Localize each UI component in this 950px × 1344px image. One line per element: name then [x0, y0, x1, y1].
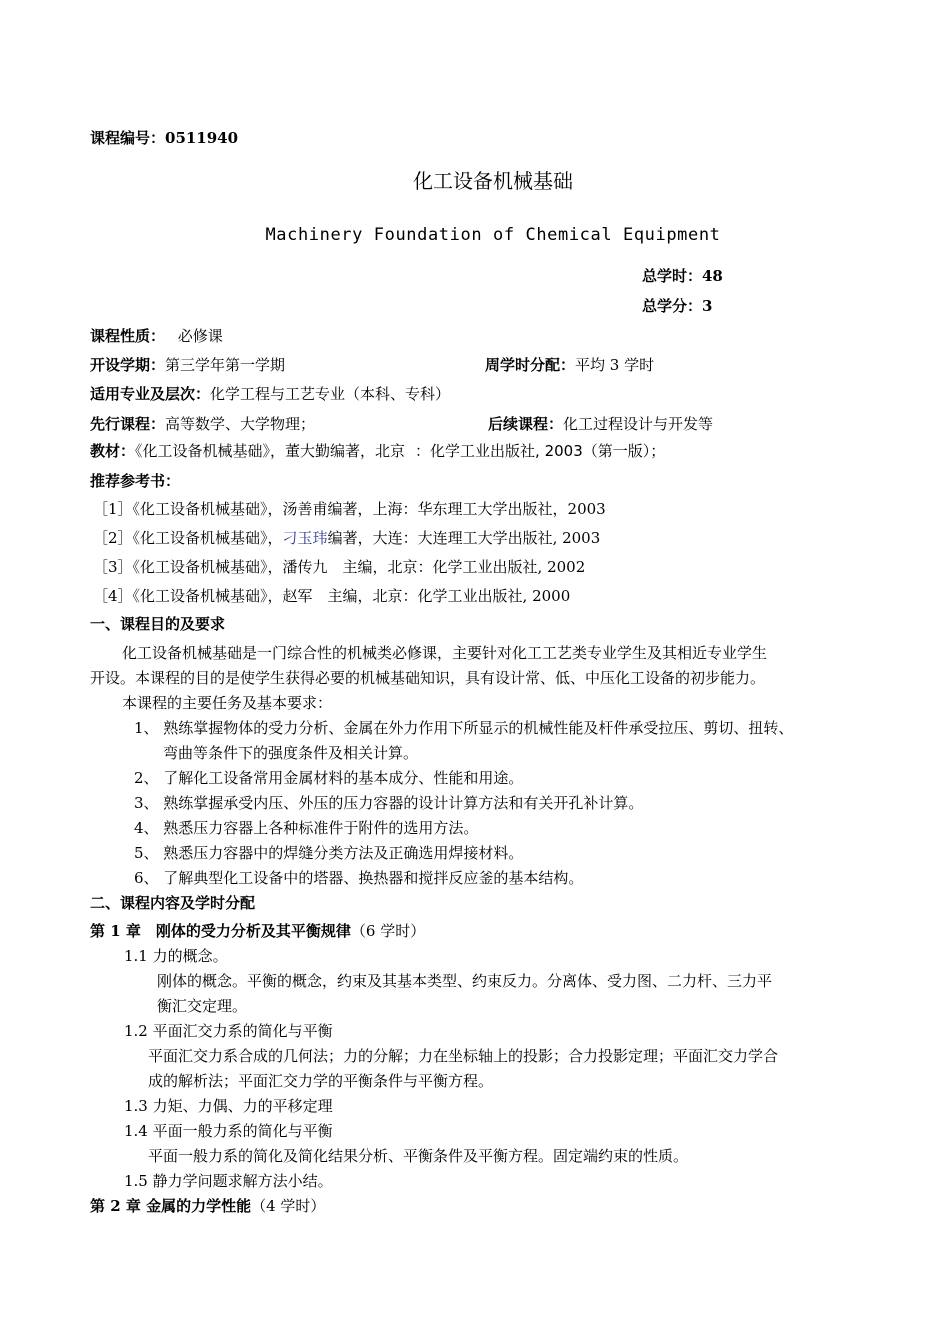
section-1-3-title: 1.3 力矩、力偶、力的平移定理 — [124, 1097, 333, 1115]
ref-item — [93, 586, 570, 606]
section2-heading: 二、课程内容及学时分配 — [90, 894, 256, 912]
chapter-hours: （4 学时） — [251, 1197, 326, 1215]
ref-item — [93, 528, 600, 548]
section1-para1-line1: 化工设备机械基础是一门综合性的机械类必修课，主要针对化工工艺类专业学生及其相近专业学生 — [122, 644, 768, 662]
section1-para1-line2: 开设。本课程的目的是使学生获得必要的机械基础知识，具有设计常、低、中压化工设备的初步能力。 — [90, 669, 766, 687]
chapter-hours: （6 学时） — [350, 922, 426, 940]
ref-text: ［4］《化工设备机械基础》，赵军 主编，北京：化学工业出版社, 2000 — [93, 587, 571, 605]
refs-label: 推荐参考书： — [90, 472, 181, 490]
section-1-1-title: 1.1 力的概念。 — [124, 947, 228, 965]
section-1-4-body: 平面一般力系的简化及简化结果分析、平衡条件及平衡方程。固定端约束的性质。 — [148, 1147, 689, 1165]
chapter-title: 第 2 章 金属的力学性能 — [90, 1197, 252, 1215]
chapter-1 — [90, 921, 425, 941]
ref-text: ［2］《化工设备机械基础》， — [93, 529, 283, 547]
task-item: 6、 了解典型化工设备中的塔器、换热器和搅拌反应釜的基本结构。 — [134, 869, 584, 887]
weekly-row — [485, 355, 654, 375]
chapter-title: 第 1 章 刚体的受力分析及其平衡规律 — [90, 922, 351, 940]
section-1-4-title: 1.4 平面一般力系的简化与平衡 — [124, 1122, 333, 1140]
chapter-2 — [90, 1196, 325, 1216]
section-1-5-title: 1.5 静力学问题求解方法小结。 — [124, 1172, 333, 1190]
total-credits: 总学分：3 — [642, 297, 713, 315]
followup-label: 后续课程： — [488, 415, 564, 433]
section-1-2-body: 成的解析法；平面汇交力学的平衡条件与平衡方程。 — [148, 1072, 494, 1090]
weekly-label: 周学时分配： — [485, 356, 576, 374]
section-1-1-body: 衡汇交定理。 — [157, 997, 248, 1015]
section-1-2-body: 平面汇交力系合成的几何法；力的分解；力在坐标轴上的投影；合力投影定理；平面汇交力学合 — [148, 1047, 779, 1065]
task-item: 5、 熟悉压力容器中的焊缝分类方法及正确选用焊接材料。 — [134, 844, 524, 862]
task-item: 4、 熟悉压力容器上各种标准件于附件的选用方法。 — [134, 819, 479, 837]
major-row — [90, 384, 450, 404]
major-label: 适用专业及层次： — [90, 385, 211, 403]
section1-para2: 本课程的主要任务及基本要求： — [122, 694, 333, 712]
ref-item — [93, 557, 585, 577]
textbook-name: 《化工设备机械基础》， — [135, 442, 286, 460]
ref-item — [93, 499, 606, 519]
nature-value: 必修课 — [177, 327, 223, 345]
nature-row — [90, 326, 223, 346]
section-1-2-title: 1.2 平面汇交力系的简化与平衡 — [124, 1022, 333, 1040]
semester-label: 开设学期： — [90, 356, 166, 374]
ref-author: 刁玉玮 — [282, 529, 328, 547]
nature-label: 课程性质： — [90, 327, 166, 345]
prereq-value: 高等数学、大学物理； — [165, 415, 316, 433]
textbook-row — [90, 441, 665, 461]
total-hours: 总学时：48 — [642, 267, 723, 285]
semester-row — [90, 355, 285, 375]
ref-text: ［3］《化工设备机械基础》，潘传九 主编，北京：化学工业出版社, 2002 — [93, 558, 586, 576]
prereq-label: 先行课程： — [90, 415, 166, 433]
semester-value: 第三学年第一学期 — [165, 356, 286, 374]
prereq-row — [90, 414, 315, 434]
followup-value: 化工过程设计与开发等 — [563, 415, 714, 433]
task-item-cont: 弯曲等条件下的强度条件及相关计算。 — [163, 744, 419, 762]
textbook-publisher: ：化学工业出版社, 2003（第一版）； — [415, 442, 666, 460]
major-value: 化学工程与工艺专业（本科、专科） — [210, 385, 451, 403]
weekly-value: 平均 3 学时 — [575, 356, 655, 374]
textbook-author: 董大勤编著，北京 — [285, 442, 406, 460]
task-item: 3、 熟练掌握承受内压、外压的压力容器的设计计算方法和有关开孔补计算。 — [134, 794, 644, 812]
section-1-1-body: 刚体的概念。平衡的概念，约束及其基本类型、约束反力。分离体、受力图、二力杆、三力平 — [157, 972, 773, 990]
section1-heading: 一、课程目的及要求 — [90, 615, 226, 633]
course-code: 课程编号：0511940 — [90, 129, 239, 147]
textbook-label: 教材： — [90, 442, 136, 460]
ref-text: ［1］《化工设备机械基础》，汤善甫编著，上海：华东理工大学出版社，2003 — [93, 500, 606, 518]
ref-text: 编著，大连：大连理工大学出版社, 2003 — [327, 529, 601, 547]
title-en: Machinery Foundation of Chemical Equipment — [265, 225, 721, 245]
followup-row — [488, 414, 713, 434]
task-item: 2、 了解化工设备常用金属材料的基本成分、性能和用途。 — [134, 769, 524, 787]
task-item: 1、 熟练掌握物体的受力分析、金属在外力作用下所显示的机械性能及杆件承受拉压、剪切、扭转、 — [134, 719, 794, 737]
title-cn: 化工设备机械基础 — [413, 169, 573, 193]
